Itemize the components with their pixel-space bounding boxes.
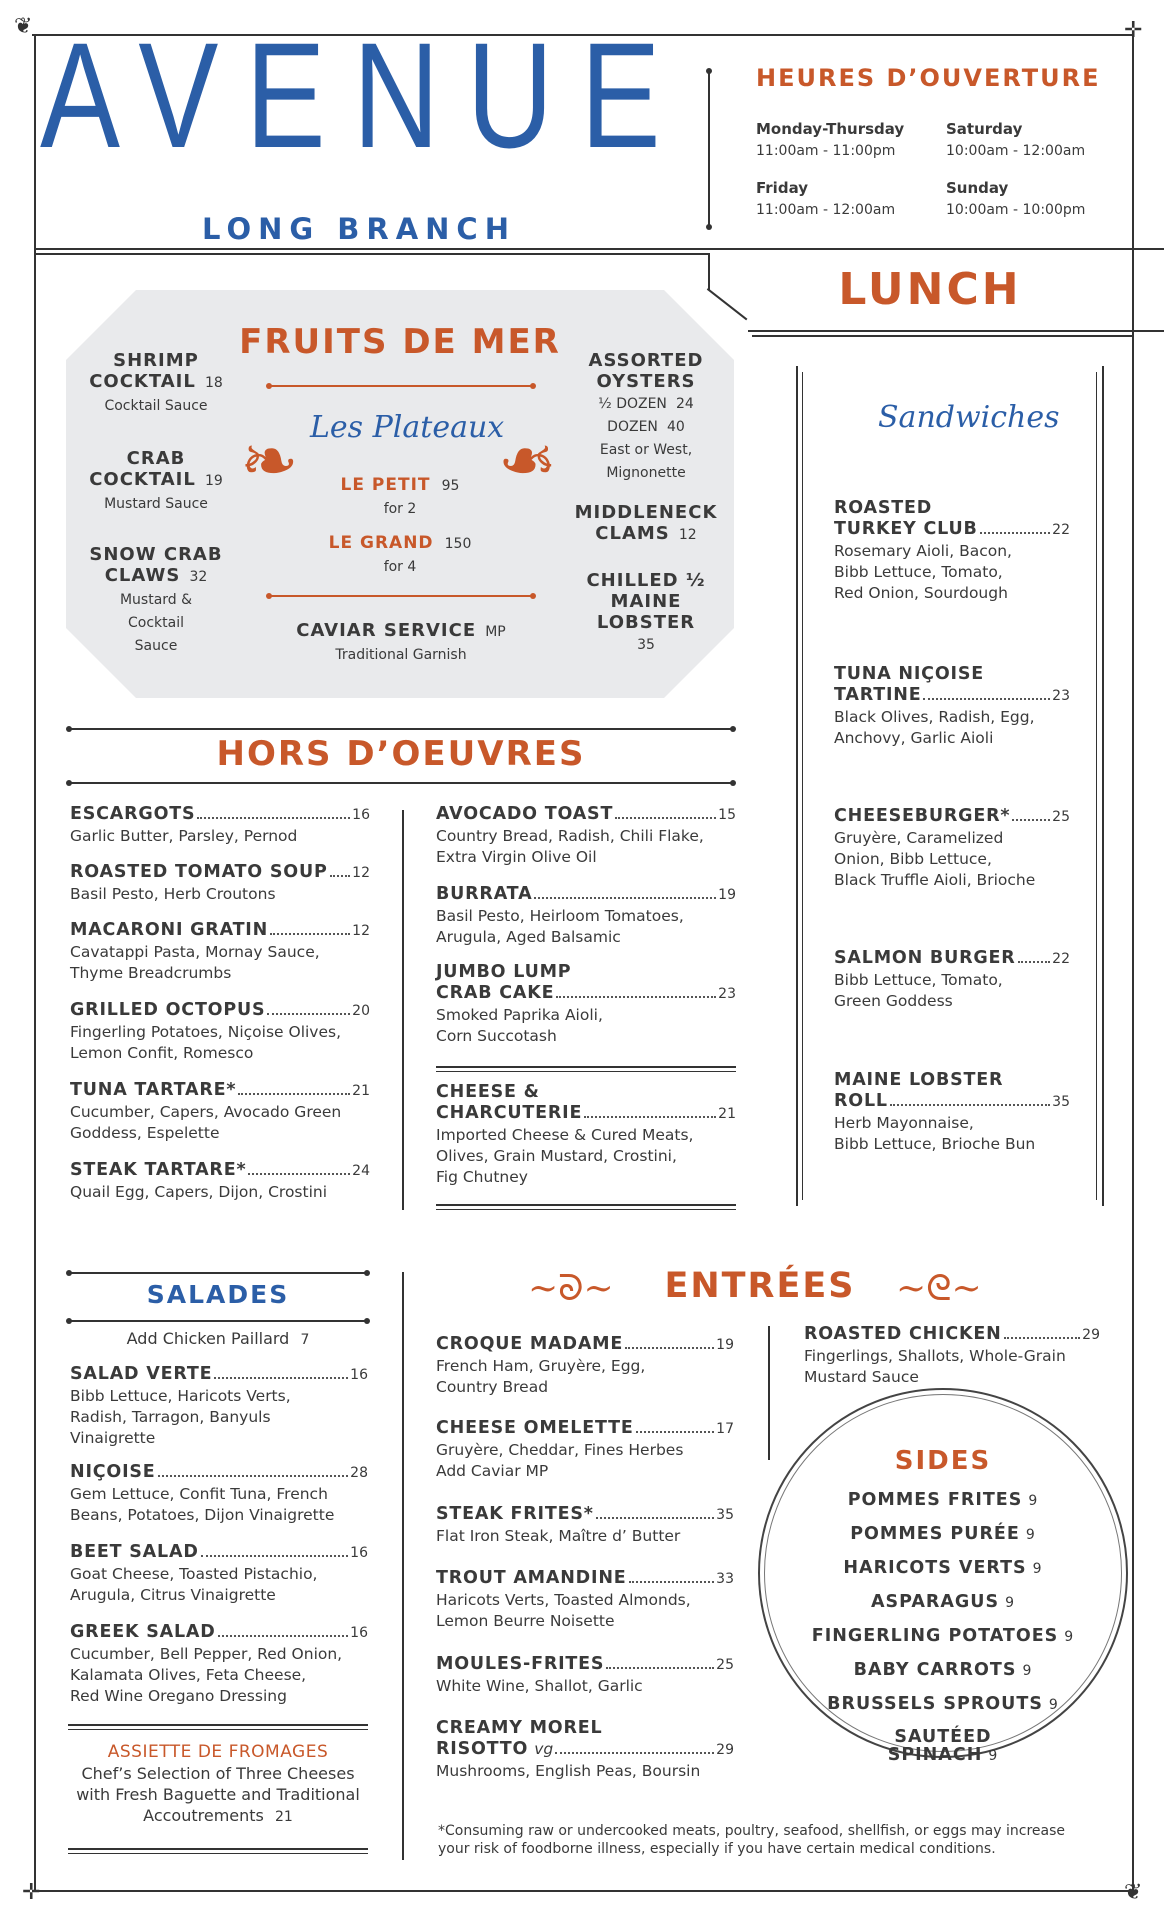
corner-flourish-bottom-right-icon: ❦ bbox=[1124, 1880, 1143, 1905]
sandwich-border-right bbox=[1102, 366, 1104, 1206]
item-desc: Corn Succotash bbox=[436, 1027, 557, 1045]
item-desc: Add Caviar MP bbox=[436, 1462, 549, 1480]
salades-divider bbox=[402, 1272, 404, 1860]
item-desc: Arugula, Aged Balsamic bbox=[436, 928, 621, 946]
item-desc: Bibb Lettuce, Tomato, bbox=[834, 971, 1003, 989]
salad-item bbox=[70, 1622, 368, 1707]
item-name: MACARONI GRATIN bbox=[70, 920, 269, 940]
item-price: 21 bbox=[352, 1083, 370, 1099]
item-desc: Cucumber, Capers, Avocado Green bbox=[70, 1103, 342, 1121]
side-item bbox=[758, 1746, 1128, 1765]
hours-day: Friday bbox=[756, 179, 809, 197]
plateaux-script-title: Les Plateaux bbox=[310, 410, 505, 445]
menu-item bbox=[70, 1080, 370, 1144]
item-desc: Country Bread bbox=[436, 1378, 549, 1396]
item-name: CRAB CAKE bbox=[436, 983, 555, 1003]
entree-item bbox=[436, 1418, 734, 1482]
item-desc: Black Olives, Radish, Egg, bbox=[834, 708, 1035, 726]
fromages-desc: Accoutrements bbox=[143, 1806, 264, 1825]
side-item bbox=[758, 1558, 1128, 1578]
item-name: TUNA TARTARE* bbox=[70, 1080, 237, 1100]
sandwich-item bbox=[834, 1070, 1070, 1155]
item-desc: Red Onion, Sourdough bbox=[834, 584, 1008, 602]
side-item bbox=[758, 1592, 1128, 1612]
menu-item bbox=[70, 920, 370, 984]
item-price: 24 bbox=[352, 1163, 370, 1179]
shrimp-name2: COCKTAIL bbox=[89, 371, 196, 392]
salades-addon bbox=[68, 1328, 368, 1351]
item-desc: Green Goddess bbox=[834, 992, 953, 1010]
snow-crab-desc: Mustard & bbox=[119, 592, 193, 608]
salades-rule-bottom bbox=[68, 1320, 368, 1322]
plateaux-rule-bottom bbox=[270, 595, 532, 597]
side-name: SPINACH bbox=[887, 1745, 983, 1765]
entrees-flourish-right-icon: ∼ᘓ∼ bbox=[896, 1268, 982, 1309]
item-name-top: CREAMY MOREL bbox=[436, 1718, 603, 1738]
item-desc: Haricots Verts, Toasted Almonds, bbox=[436, 1591, 691, 1609]
item-name: TURKEY CLUB bbox=[834, 519, 978, 539]
lobster-name: CHILLED ½ bbox=[586, 570, 706, 591]
hours-divider-dot-bottom bbox=[706, 224, 712, 230]
charcuterie-rule-bottom-2 bbox=[436, 1209, 736, 1210]
item-desc: Anchovy, Garlic Aioli bbox=[834, 729, 994, 747]
side-price: 9 bbox=[1022, 1663, 1033, 1679]
hours-time: 11:00am - 11:00pm bbox=[756, 143, 896, 159]
flourish-right-icon: ❧ bbox=[498, 420, 557, 502]
item-price: 35 bbox=[1052, 1094, 1070, 1110]
entree-item bbox=[804, 1324, 1100, 1388]
item-desc: Lemon Confit, Romesco bbox=[70, 1044, 254, 1062]
charcuterie-rule-bottom bbox=[436, 1204, 736, 1206]
hours-entry bbox=[756, 118, 904, 162]
item-price: 19 bbox=[718, 887, 736, 903]
side-price: 9 bbox=[1028, 1493, 1039, 1509]
lobster-name2: MAINE bbox=[610, 591, 682, 612]
fromages-desc: with Fresh Baguette and Traditional bbox=[76, 1785, 360, 1804]
addon-label: Add Chicken Paillard bbox=[126, 1329, 290, 1348]
item-desc: Goddess, Espelette bbox=[70, 1124, 220, 1142]
item-desc: Gruyère, Caramelized bbox=[834, 829, 1004, 847]
item-name-suffix: vg bbox=[534, 1740, 554, 1758]
item-desc: White Wine, Shallot, Garlic bbox=[436, 1677, 643, 1695]
hours-entry bbox=[946, 177, 1085, 221]
footnote-line: your risk of foodborne illness, especially if you have certain medical conditions. bbox=[438, 1841, 996, 1857]
item-desc: Radish, Tarragon, Banyuls bbox=[70, 1408, 271, 1426]
item-desc: Cavatappi Pasta, Mornay Sauce, bbox=[70, 943, 320, 961]
item-desc: Garlic Butter, Parsley, Pernod bbox=[70, 827, 298, 845]
entrees-flourish-left-icon: ∼ᘐ∼ bbox=[528, 1268, 614, 1309]
header-rule-2 bbox=[34, 253, 710, 255]
brand-logo: AVENUE bbox=[40, 11, 688, 179]
side-item bbox=[758, 1660, 1128, 1680]
item-price: 21 bbox=[718, 1106, 736, 1122]
item-desc: Black Truffle Aioli, Brioche bbox=[834, 871, 1036, 889]
entree-item bbox=[436, 1568, 734, 1632]
crab-name: CRAB bbox=[126, 448, 186, 469]
le-grand-name: LE GRAND bbox=[328, 533, 434, 553]
item-name: CHARCUTERIE bbox=[436, 1103, 583, 1123]
snow-crab-price: 32 bbox=[189, 569, 208, 585]
side-name: SAUTÉED bbox=[894, 1727, 992, 1747]
fromages-title: ASSIETTE DE FROMAGES bbox=[107, 1742, 329, 1762]
item-name: BURRATA bbox=[436, 884, 533, 904]
menu-item bbox=[436, 804, 736, 868]
item-name-top: MAINE LOBSTER bbox=[834, 1070, 1004, 1090]
side-price: 9 bbox=[1032, 1561, 1043, 1577]
item-desc: Basil Pesto, Herb Croutons bbox=[70, 885, 276, 903]
sandwich-item bbox=[834, 498, 1070, 604]
hours-divider bbox=[708, 70, 710, 228]
menu-item bbox=[70, 1000, 370, 1064]
crab-cocktail bbox=[76, 448, 236, 515]
sandwich-border-left bbox=[796, 366, 798, 1206]
le-petit-name: LE PETIT bbox=[340, 475, 431, 495]
item-price: 23 bbox=[1052, 688, 1070, 704]
item-desc: Herb Mayonnaise, bbox=[834, 1114, 974, 1132]
rule-dot bbox=[266, 383, 272, 389]
clams-name2: CLAMS bbox=[595, 523, 670, 544]
item-name: AVOCADO TOAST bbox=[436, 804, 614, 824]
side-name: BABY CARROTS bbox=[853, 1660, 1017, 1680]
header-rule bbox=[34, 248, 1164, 250]
snow-crab-desc: Cocktail bbox=[128, 615, 184, 631]
item-desc: Smoked Paprika Aioli, bbox=[436, 1006, 603, 1024]
corner-cross-bottom-left-icon: ✛ bbox=[22, 1880, 41, 1905]
menu-item bbox=[70, 1160, 370, 1203]
lunch-banner-top bbox=[708, 254, 710, 290]
crab-desc: Mustard Sauce bbox=[104, 496, 208, 512]
clams-name: MIDDLENECK bbox=[574, 502, 718, 523]
item-desc: Cucumber, Bell Pepper, Red Onion, bbox=[70, 1645, 343, 1663]
salades-rule-top bbox=[68, 1272, 368, 1274]
item-desc: Basil Pesto, Heirloom Tomatoes, bbox=[436, 907, 684, 925]
shrimp-desc: Cocktail Sauce bbox=[104, 398, 208, 414]
plateaux-rule-top bbox=[270, 385, 532, 387]
side-price: 9 bbox=[1064, 1629, 1075, 1645]
side-price: 9 bbox=[1048, 1697, 1059, 1713]
item-price: 29 bbox=[1082, 1327, 1100, 1343]
item-price: 25 bbox=[716, 1657, 734, 1673]
entree-item bbox=[436, 1718, 734, 1782]
item-desc: Extra Virgin Olive Oil bbox=[436, 848, 597, 866]
item-price: 12 bbox=[352, 923, 370, 939]
caviar-name: CAVIAR SERVICE bbox=[296, 620, 477, 641]
item-price: 15 bbox=[718, 807, 736, 823]
sandwich-item bbox=[834, 664, 1070, 749]
item-desc: Vinaigrette bbox=[70, 1429, 156, 1447]
item-desc: Bibb Lettuce, Haricots Verts, bbox=[70, 1387, 291, 1405]
hours-entry bbox=[756, 177, 895, 221]
fromages-rule-bottom bbox=[68, 1848, 368, 1850]
lobster-price: 35 bbox=[637, 637, 655, 653]
salad-item bbox=[70, 1462, 368, 1526]
hors-rule-top bbox=[68, 728, 734, 730]
crab-price: 19 bbox=[204, 473, 223, 489]
middleneck-clams bbox=[566, 502, 726, 546]
item-name: GREEK SALAD bbox=[70, 1622, 216, 1642]
item-price: 22 bbox=[1052, 951, 1070, 967]
item-desc: Bibb Lettuce, Brioche Bun bbox=[834, 1135, 1036, 1153]
frame-bottom bbox=[32, 1890, 1134, 1892]
fromages-price: 21 bbox=[274, 1809, 293, 1825]
crab-name2: COCKTAIL bbox=[89, 469, 196, 490]
item-price: 25 bbox=[1052, 809, 1070, 825]
item-price: 33 bbox=[716, 1571, 734, 1587]
hors-doeuvres-title: HORS D’OEUVRES bbox=[216, 734, 586, 774]
sides-title: SIDES bbox=[894, 1446, 992, 1476]
sandwich-item bbox=[834, 806, 1070, 891]
hours-day: Monday-Thursday bbox=[756, 120, 905, 138]
oysters-price-half: 24 bbox=[676, 396, 694, 412]
charcuterie-rule-top bbox=[436, 1066, 736, 1068]
side-item bbox=[758, 1490, 1128, 1510]
item-name: BEET SALAD bbox=[70, 1542, 199, 1562]
hours-time: 11:00am - 12:00am bbox=[756, 202, 896, 218]
menu-item bbox=[436, 962, 736, 1047]
item-desc: Kalamata Olives, Feta Cheese, bbox=[70, 1666, 307, 1684]
item-price: 29 bbox=[716, 1742, 734, 1758]
hours-time: 10:00am - 10:00pm bbox=[946, 202, 1086, 218]
fromages-desc: Chef’s Selection of Three Cheeses bbox=[81, 1764, 355, 1783]
item-price: 16 bbox=[350, 1367, 368, 1383]
side-item bbox=[758, 1524, 1128, 1544]
item-desc: Lemon Beurre Noisette bbox=[436, 1612, 615, 1630]
le-grand bbox=[300, 532, 500, 578]
caviar-service bbox=[270, 620, 532, 666]
rule-dot bbox=[66, 1318, 72, 1324]
item-name: MOULES-FRITES bbox=[436, 1654, 605, 1674]
lunch-banner-bottom-2 bbox=[752, 335, 1132, 337]
entree-item bbox=[436, 1504, 734, 1547]
side-price: 9 bbox=[1025, 1527, 1036, 1543]
caviar-desc: Traditional Garnish bbox=[335, 647, 467, 663]
clams-price: 12 bbox=[678, 527, 697, 543]
item-desc: Country Bread, Radish, Chili Flake, bbox=[436, 827, 704, 845]
entrees-divider bbox=[768, 1326, 770, 1460]
oysters-price-dozen: 40 bbox=[666, 419, 685, 435]
charcuterie-rule-top-2 bbox=[436, 1071, 736, 1072]
item-price: 19 bbox=[716, 1337, 734, 1353]
item-name-top: TUNA NIÇOISE bbox=[834, 664, 984, 684]
item-desc: Fingerlings, Shallots, Whole-Grain bbox=[804, 1347, 1066, 1365]
item-desc: Quail Egg, Capers, Dijon, Crostini bbox=[70, 1183, 328, 1201]
assiette-de-fromages bbox=[68, 1742, 368, 1828]
oysters-desc: East or West, bbox=[599, 442, 693, 458]
entrees-title: ENTRÉES bbox=[664, 1266, 856, 1306]
oysters-name: ASSORTED bbox=[588, 350, 704, 371]
item-name: TROUT AMANDINE bbox=[436, 1568, 627, 1588]
item-desc: Arugula, Citrus Vinaigrette bbox=[70, 1586, 276, 1604]
frame-left bbox=[34, 34, 36, 1892]
item-name: SALMON BURGER bbox=[834, 948, 1016, 968]
rule-dot bbox=[364, 1270, 370, 1276]
lobster-name3: LOBSTER bbox=[596, 612, 696, 633]
lunch-banner-bottom bbox=[748, 330, 1164, 332]
side-name: FINGERLING POTATOES bbox=[811, 1626, 1059, 1646]
item-price: 16 bbox=[350, 1545, 368, 1561]
item-name: GRILLED OCTOPUS bbox=[70, 1000, 266, 1020]
rule-dot bbox=[530, 593, 536, 599]
item-desc: Gem Lettuce, Confit Tuna, French bbox=[70, 1485, 328, 1503]
item-name-top: CHEESE & bbox=[436, 1082, 540, 1102]
item-name: ROLL bbox=[834, 1091, 888, 1111]
food-safety-footnote bbox=[438, 1822, 1118, 1858]
item-name-top: ROASTED bbox=[834, 498, 933, 518]
rule-dot bbox=[66, 726, 72, 732]
rule-dot bbox=[266, 593, 272, 599]
snow-crab-claws bbox=[76, 544, 236, 657]
entree-item bbox=[436, 1654, 734, 1697]
menu-item bbox=[436, 1082, 736, 1188]
item-desc: Rosemary Aioli, Bacon, bbox=[834, 542, 1012, 560]
sandwiches-script-title: Sandwiches bbox=[878, 400, 1060, 435]
fromages-rule-top bbox=[68, 1724, 368, 1726]
item-name: CROQUE MADAME bbox=[436, 1334, 624, 1354]
le-grand-desc: for 4 bbox=[383, 559, 417, 575]
item-desc: Goat Cheese, Toasted Pistachio, bbox=[70, 1565, 318, 1583]
chilled-lobster bbox=[566, 570, 726, 656]
item-desc: Mushrooms, English Peas, Boursin bbox=[436, 1762, 701, 1780]
sandwich-item bbox=[834, 948, 1070, 1012]
side-name: BRUSSELS SPROUTS bbox=[827, 1694, 1043, 1714]
footnote-line: *Consuming raw or undercooked meats, poultry, seafood, shellfish, or eggs may increase bbox=[438, 1823, 1066, 1839]
le-petit bbox=[300, 474, 500, 520]
sandwich-border-left-2 bbox=[802, 372, 803, 1200]
hours-day: Sunday bbox=[946, 179, 1009, 197]
item-price: 22 bbox=[1052, 522, 1070, 538]
salad-item bbox=[70, 1542, 368, 1606]
side-price: 9 bbox=[1005, 1595, 1016, 1611]
item-price: 16 bbox=[352, 807, 370, 823]
item-desc: Mustard Sauce bbox=[804, 1368, 919, 1386]
item-desc: French Ham, Gruyère, Egg, bbox=[436, 1357, 646, 1375]
item-name: NIÇOISE bbox=[70, 1462, 156, 1482]
item-name: CHEESE OMELETTE bbox=[436, 1418, 634, 1438]
menu-item bbox=[436, 884, 736, 948]
hours-entry bbox=[946, 118, 1085, 162]
shrimp-cocktail bbox=[76, 350, 236, 417]
item-price: 17 bbox=[716, 1421, 734, 1437]
lunch-banner-diagonal bbox=[707, 288, 748, 320]
item-price: 35 bbox=[716, 1507, 734, 1523]
snow-crab-name: SNOW CRAB bbox=[89, 544, 223, 565]
item-desc: Beans, Potatoes, Dijon Vinaigrette bbox=[70, 1506, 335, 1524]
caviar-price: MP bbox=[485, 624, 506, 640]
rule-dot bbox=[730, 780, 736, 786]
item-desc: Onion, Bibb Lettuce, bbox=[834, 850, 992, 868]
item-price: 12 bbox=[352, 865, 370, 881]
le-grand-price: 150 bbox=[444, 536, 472, 552]
hors-divider bbox=[402, 810, 404, 1210]
le-petit-price: 95 bbox=[441, 478, 460, 494]
hors-rule-bottom bbox=[68, 782, 734, 784]
item-desc: Flat Iron Steak, Maître d’ Butter bbox=[436, 1527, 681, 1545]
item-price: 28 bbox=[350, 1465, 368, 1481]
item-price: 20 bbox=[352, 1003, 370, 1019]
brand-location: LONG BRANCH bbox=[202, 212, 516, 246]
item-desc: Fig Chutney bbox=[436, 1168, 528, 1186]
side-name: POMMES PURÉE bbox=[850, 1524, 1020, 1544]
side-item bbox=[758, 1694, 1128, 1714]
side-name: POMMES FRITES bbox=[847, 1490, 1023, 1510]
oysters-name2: OYSTERS bbox=[596, 371, 696, 392]
oysters-desc: Mignonette bbox=[606, 465, 686, 481]
corner-cross-top-right-icon: ✛ bbox=[1124, 18, 1143, 43]
item-desc: Thyme Breadcrumbs bbox=[70, 964, 232, 982]
lunch-title: LUNCH bbox=[838, 264, 1022, 315]
item-name: CHEESEBURGER* bbox=[834, 806, 1011, 826]
item-name: ROASTED CHICKEN bbox=[804, 1324, 1002, 1344]
rule-dot bbox=[730, 726, 736, 732]
oysters-half-dozen: ½ DOZEN bbox=[598, 396, 667, 412]
flourish-left-icon: ❧ bbox=[240, 420, 299, 502]
addon-price: 7 bbox=[300, 1332, 310, 1348]
shrimp-name: SHRIMP bbox=[113, 350, 199, 371]
item-name: SALAD VERTE bbox=[70, 1364, 213, 1384]
item-name: ESCARGOTS bbox=[70, 804, 196, 824]
salad-item bbox=[70, 1364, 368, 1449]
side-item bbox=[758, 1626, 1128, 1646]
side-name: ASPARAGUS bbox=[870, 1592, 1000, 1612]
salades-title: SALADES bbox=[146, 1280, 290, 1309]
snow-crab-name2: CLAWS bbox=[104, 565, 181, 586]
sandwich-border-right-2 bbox=[1096, 372, 1097, 1200]
menu-item bbox=[70, 804, 370, 847]
fromages-rule-top-2 bbox=[68, 1729, 368, 1730]
item-name: STEAK FRITES* bbox=[436, 1504, 594, 1524]
rule-dot bbox=[530, 383, 536, 389]
fromages-rule-bottom-2 bbox=[68, 1853, 368, 1854]
item-name: TARTINE bbox=[834, 685, 922, 705]
item-desc: Red Wine Oregano Dressing bbox=[70, 1687, 287, 1705]
item-desc: Gruyère, Cheddar, Fines Herbes bbox=[436, 1441, 684, 1459]
corner-flourish-top-left-icon: ❦ bbox=[14, 14, 33, 39]
side-item bbox=[758, 1728, 1128, 1746]
item-name: STEAK TARTARE* bbox=[70, 1160, 247, 1180]
oysters-dozen: DOZEN bbox=[607, 419, 658, 435]
item-name-top: JUMBO LUMP bbox=[436, 962, 572, 982]
item-desc: Imported Cheese & Cured Meats, bbox=[436, 1126, 694, 1144]
item-name: ROASTED TOMATO SOUP bbox=[70, 862, 328, 882]
snow-crab-desc: Sauce bbox=[134, 638, 178, 654]
le-petit-desc: for 2 bbox=[383, 501, 417, 517]
assorted-oysters bbox=[566, 350, 726, 484]
shrimp-price: 18 bbox=[204, 375, 223, 391]
rule-dot bbox=[364, 1318, 370, 1324]
item-desc: Olives, Grain Mustard, Crostini, bbox=[436, 1147, 677, 1165]
menu-item bbox=[70, 862, 370, 905]
item-desc: Bibb Lettuce, Tomato, bbox=[834, 563, 1003, 581]
fruits-de-mer-title: FRUITS DE MER bbox=[239, 322, 561, 362]
item-desc: Fingerling Potatoes, Niçoise Olives, bbox=[70, 1023, 342, 1041]
side-price: 9 bbox=[988, 1748, 999, 1764]
side-name: HARICOTS VERTS bbox=[843, 1558, 1027, 1578]
item-name: RISOTTO bbox=[436, 1739, 529, 1759]
item-price: 16 bbox=[350, 1625, 368, 1641]
entree-item bbox=[436, 1334, 734, 1398]
hours-divider-dot-top bbox=[706, 68, 712, 74]
frame-right bbox=[1132, 34, 1134, 1892]
item-price: 23 bbox=[718, 986, 736, 1002]
rule-dot bbox=[66, 780, 72, 786]
hours-title: HEURES D’OUVERTURE bbox=[756, 64, 1101, 92]
rule-dot bbox=[66, 1270, 72, 1276]
hours-time: 10:00am - 12:00am bbox=[946, 143, 1086, 159]
hours-day: Saturday bbox=[946, 120, 1023, 138]
